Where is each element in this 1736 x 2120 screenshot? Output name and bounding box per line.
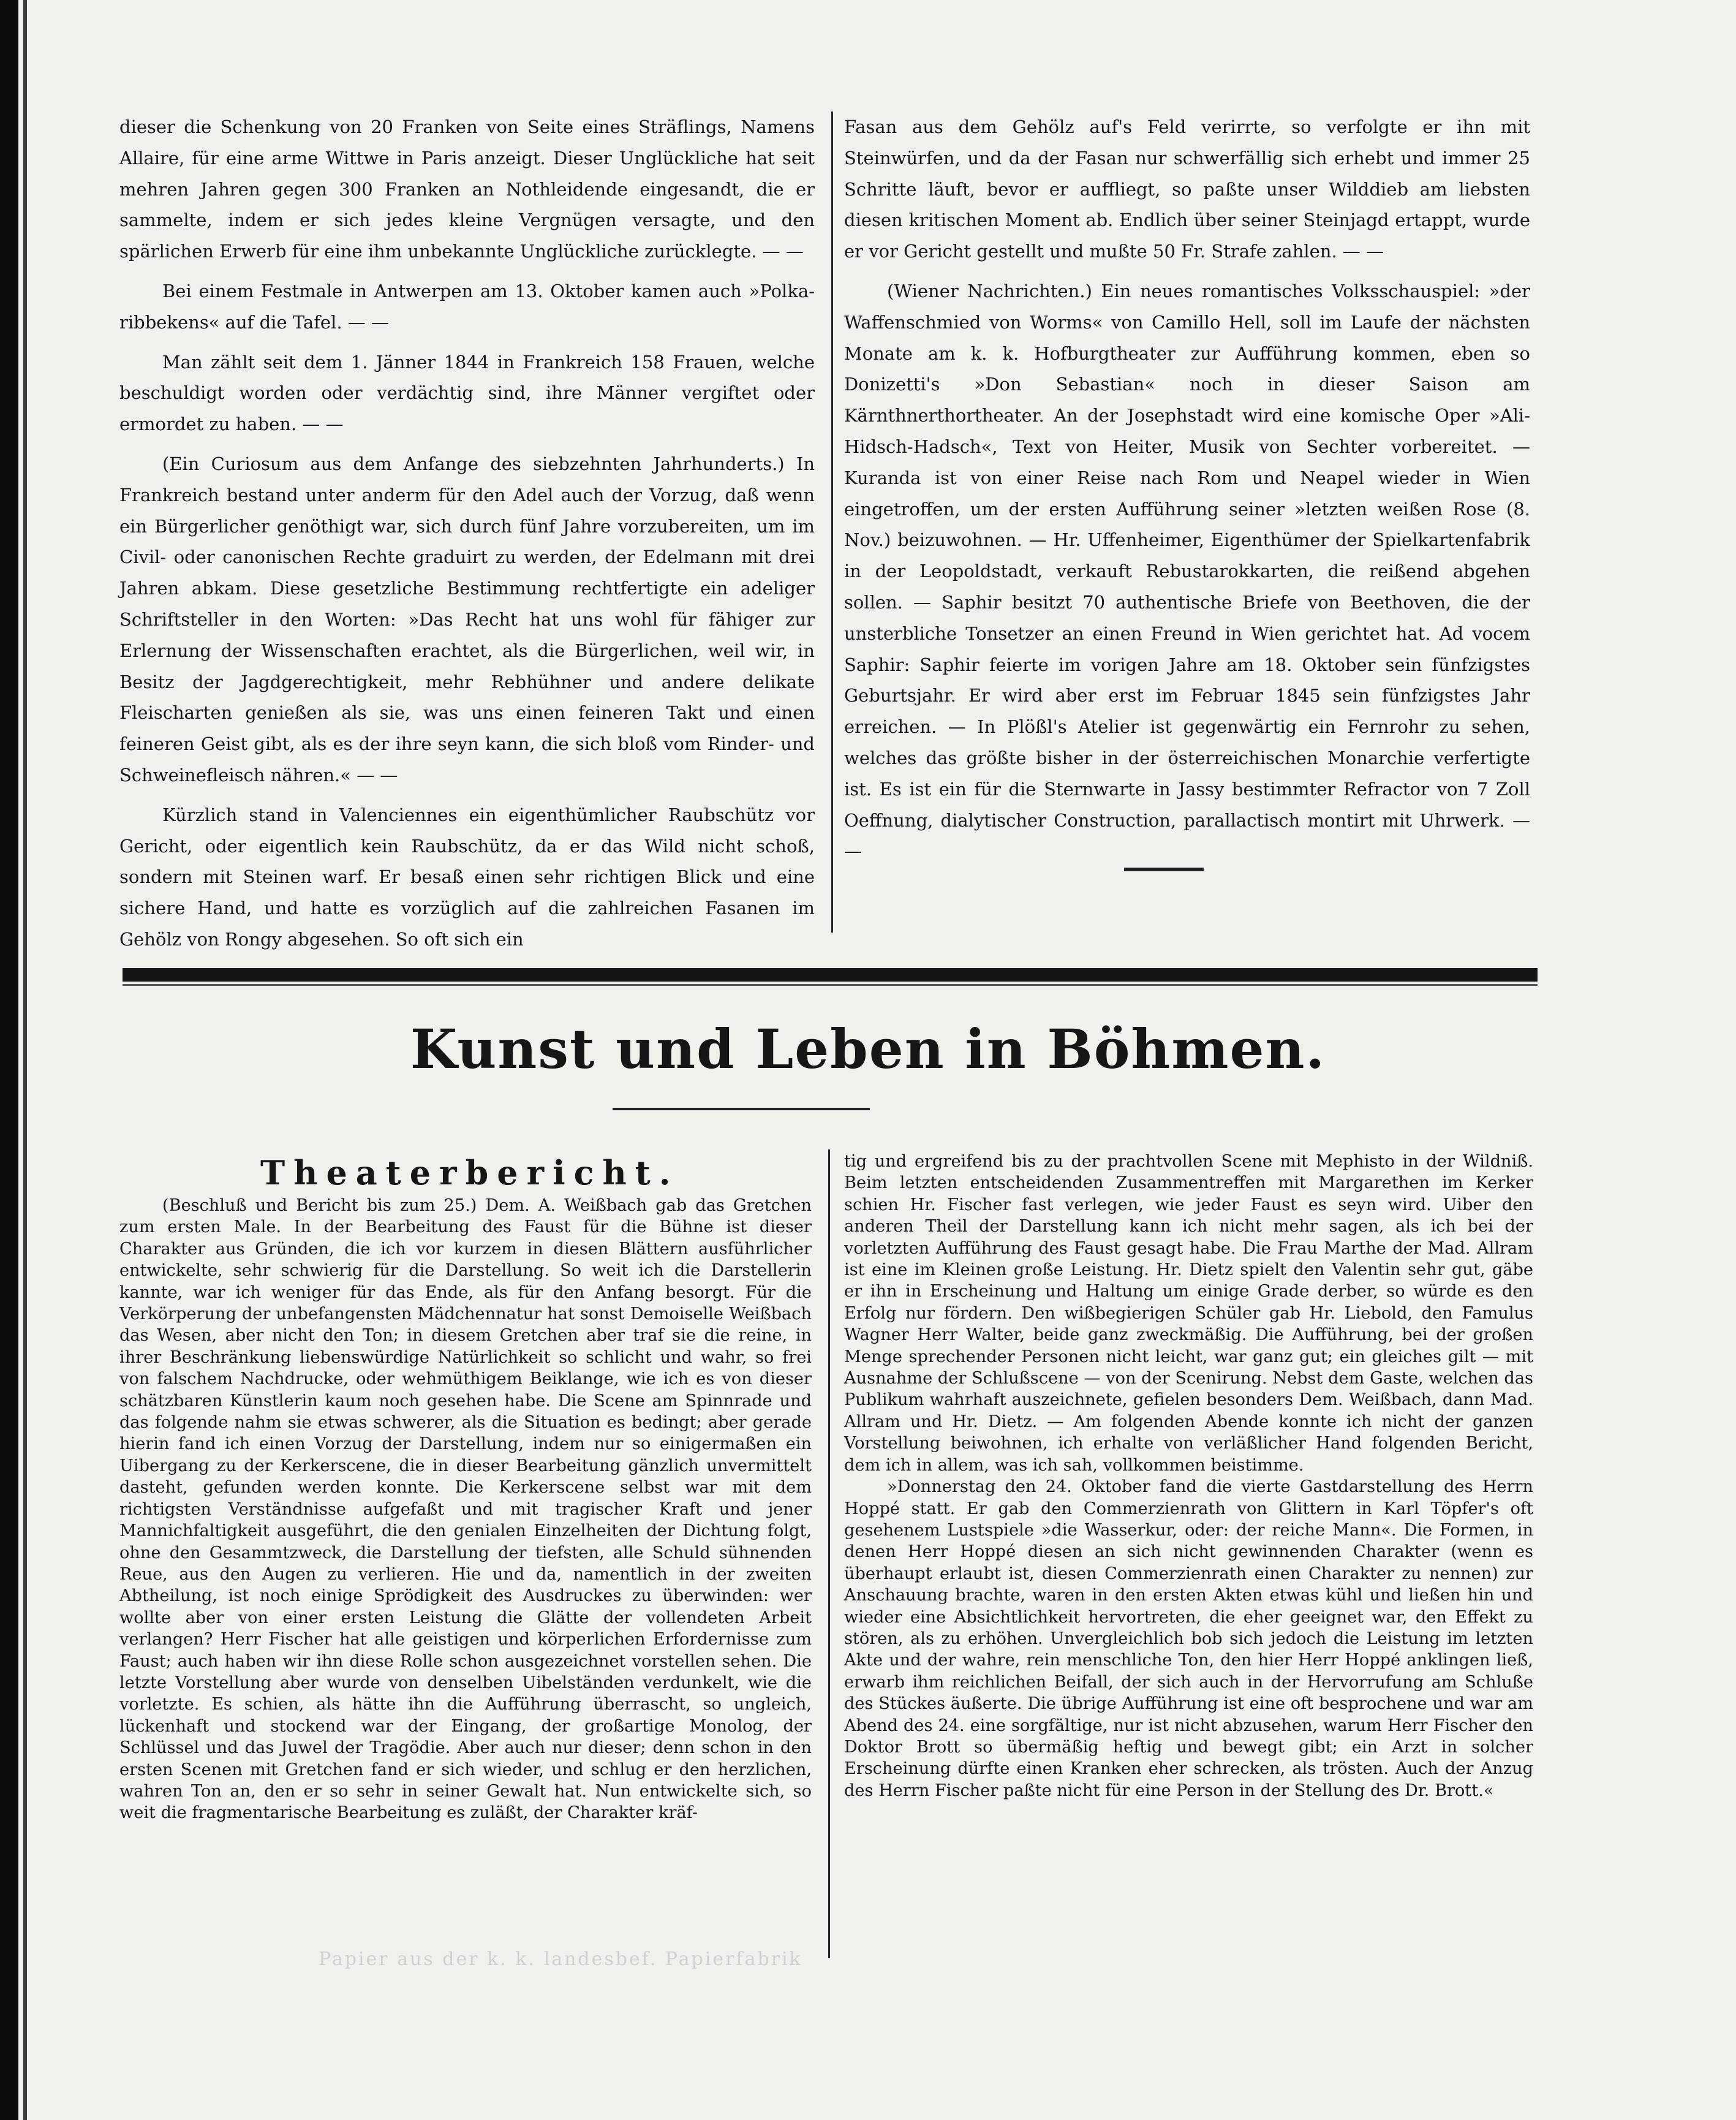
paragraph: (Ein Curiosum aus dem Anfange des siebzehnten Jahrhunderts.) In Frankreich bestand unter anderm für den Adel auch der Vorzug, daß wenn ein Bürgerlicher genöthigt war, sich durch fünf Jahre vorzubereiten, um im Civil- oder canonischen Rechte graduirt zu werden, der Edelmann mit drei Jahren abkam. Diese gesetzliche Bestimmung rechtfertigte ein adeliger Schriftsteller in den Worten: »Das Recht hat uns wohl für fähiger zur Erlernung der Wissenschaften erachtet, als die Bürgerlichen, weil wir, in Besitz der Jagdgerechtigkeit, mehr Rebhühner und andere delikate Fleischarten genießen als sie, was uns einen feineren Takt und einen feineren Geist gibt, als es der ihre seyn kann, die sich bloß vom Rinder- und Schweinefleisch nähren.« — —: [119, 453, 815, 786]
section-divider-thin: [123, 984, 1538, 986]
paragraph: Bei einem Festmale in Antwerpen am 13. Oktober kamen auch »Polka-ribbekens« auf die Tafel. — —: [119, 280, 815, 333]
show-through-text: Papier aus der k. k. landesbef. Papierfabrik: [319, 1948, 802, 1970]
column-divider: [831, 112, 833, 933]
news-column-right: [844, 112, 1530, 865]
article-heading: Theaterbericht.: [260, 1153, 679, 1192]
paragraph: »Donnerstag den 24. Oktober fand die vierte Gastdarstellung des Herrn Hoppé statt. Er gab den Commerzienrath von Glittern in Karl Töpfer's oft gesehenem Lustspiele »die Wasserkur, oder: der reiche Mann«. Die Formen, in denen Herr Hoppé diesen an sich nicht gewinnenden Charakter (wenn es überhaupt erlaubt ist, diesen Commerzienrath einen Charakter zu nennen) zur Anschauung brachte, waren in den ersten Akten etwas kühl und ließen hin und wieder eine Absichtlichkeit hervortreten, die eher geeignet war, den Effekt zu stören, als zu erhöhen. Unvergleichlich bob sich jedoch die Leistung im letzten Akte und der wahre, rein menschliche Ton, den hier Herr Hoppé anklingen ließ, erwarb ihm reichlichen Beifall, der sich auch in der Hervorrufung am Schluße des Stückes äußerte. Die übrige Aufführung ist eine oft besprochene und war am Abend des 24. eine sorgfältige, nur ist nicht abzusehen, warum Herr Fischer den Doktor Brott so übermäßig heftig und bewegt gibt; ein Arzt in solcher Erscheinung dürfte einen Kranken eher schrecken, als trösten. Auch der Anzug des Herrn Fischer paßte nicht für eine Person in der Stellung des Dr. Brott.«: [844, 1477, 1533, 1800]
title-underline: [613, 1108, 870, 1110]
end-mark: [1124, 868, 1204, 871]
paragraph: tig und ergreifend bis zu der prachtvollen Scene mit Mephisto in der Wildniß. Beim letzten entscheidenden Zusammentreffen mit Margarethen im Kerker schien Hr. Fischer fast verlegen, wie jeder Faust es seyn wird. Uiber den anderen Theil der Darstellung kann ich nicht mehr sagen, als ich bei der vorletzten Aufführung des Faust gesagt habe. Die Frau Marthe der Mad. Allram ist eine im Kleinen große Leistung. Hr. Dietz spielt den Valentin sehr gut, gäbe er ihn in Erscheinung und Haltung um einige Grade derber, so würde es den Erfolg nur fördern. Den wißbegierigen Schüler gab Hr. Liebold, den Famulus Wagner Herr Walter, beide ganz zweckmäßig. Die Aufführung, bei der großen Menge sprechender Personen nicht leicht, war ganz gut; ein gleiches gilt — mit Ausnahme der Schlußscene — von der Scenirung. Nebst dem Gaste, welchen das Publikum wahrhaft auszeichnete, gefielen besonders Dem. Weißbach, dann Mad. Allram und Hr. Dietz. — Am folgenden Abende konnte ich nicht der ganzen Vorstellung beiwohnen, ich erhalte von verläßlicher Hand folgenden Bericht, dem ich in allem, was ich sah, vollkommen beistimme.: [844, 1152, 1533, 1475]
paragraph: Kürzlich stand in Valenciennes ein eigenthümlicher Raubschütz vor Gericht, oder eigentlich kein Raubschütz, da er das Wild nicht schoß, sondern mit Steinen warf. Er besaß einen sehr richtigen Blick und eine sichere Hand, und hatte es vorzüglich auf die zahlreichen Fasanen im Gehölz von Rongy abgesehen. So oft sich ein: [119, 804, 815, 950]
news-column-left: [119, 112, 815, 950]
column-divider: [828, 1149, 830, 1958]
theater-column-left: [119, 1195, 812, 1973]
section-divider: [123, 968, 1538, 982]
paragraph: dieser die Schenkung von 20 Franken von Seite eines Sträflings, Namens Allaire, für eine arme Wittwe in Paris anzeigt. Dieser Unglückliche hat seit mehren Jahren gegen 300 Franken an Nothleidende eingesandt, die er sammelte, indem er sich jedes kleine Vergnügen versagte, und den spärlichen Erwerb für eine ihm unbekannte Unglückliche zurücklegte. — —: [119, 116, 815, 262]
paragraph: Man zählt seit dem 1. Jänner 1844 in Frankreich 158 Frauen, welche beschuldigt worden oder verdächtig sind, ihre Männer vergiftet oder ermordet zu haben. — —: [119, 351, 815, 435]
section-title: Kunst und Leben in Böhmen.: [410, 1017, 1326, 1081]
paragraph: Fasan aus dem Gehölz auf's Feld verirrte, so verfolgte er ihn mit Steinwürfen, und da der Fasan nur schwerfällig sich erhebt und immer 25 Schritte läuft, bevor er auffliegt, so paßte unser Wilddieb am liebsten diesen kritischen Moment ab. Endlich über seiner Steinjagd ertappt, wurde er vor Gericht gestellt und mußte 50 Fr. Strafe zahlen. — —: [844, 116, 1530, 262]
paragraph: (Wiener Nachrichten.) Ein neues romantisches Volksschauspiel: »der Waffenschmied von Worms« von Camillo Hell, soll im Laufe der nächsten Monate am k. k. Hofburgtheater zur Aufführung kommen, eben so Donizetti's »Don Sebastian« noch in dieser Saison am Kärnthnerthortheater. An der Josephstadt wird eine komische Oper »Ali-Hidsch-Hadsch«, Text von Heiter, Musik von Sechter vorbereitet. — Kuranda ist von einer Reise nach Rom und Neapel wieder in Wien eingetroffen, um der ersten Aufführung seiner »letzten weißen Rose (8. Nov.) beizuwohnen. — Hr. Uffenheimer, Eigenthümer der Spielkartenfabrik in der Leopoldstadt, verkauft Rebustarokkarten, die reißend abgehen sollen. — Saphir besitzt 70 authentische Briefe von Beethoven, die der unsterbliche Tonsetzer an einen Freund in Wien gerichtet hat. Ad vocem Saphir: Saphir feierte im vorigen Jahre am 18. Oktober sein fünfzigstes Geburtsjahr. Er wird aber erst im Februar 1845 sein fünfzigstes Jahr erreichen. — In Plößl's Atelier ist gegenwärtig ein Fernrohr zu sehen, welches das größte bisher in der österreichischen Monarchie verfertigte ist. Es ist ein für die Sternwarte in Jassy bestimmter Refractor von 7 Zoll Oeffnung, dialytischer Construction, parallactisch montirt mit Uhrwerk. — —: [844, 280, 1530, 862]
paragraph: (Beschluß und Bericht bis zum 25.) Dem. A. Weißbach gab das Gretchen zum ersten Male. In der Bearbeitung des Faust für die Bühne ist dieser Charakter aus Gründen, die ich vor kurzem in diesen Blättern ausführlicher entwickelte, sehr schwierig für die Darstellung. So weit ich die Darstellerin kannte, war ich weniger für das Ende, als für den Anfang besorgt. Für die Verkörperung der unbefangensten Mädchennatur hat sonst Demoiselle Weißbach das Wesen, aber nicht den Ton; in diesem Gretchen aber traf sie die reine, in ihrer Beschränkung liebenswürdige Natürlichkeit so schlicht und wahr, so frei von falschem Nachdrucke, oder wehmüthigem Beiklange, wie ich es von dieser schätzbaren Künstlerin kaum noch gesehen habe. Die Scene am Spinnrade und das folgende nahm sie etwas schwerer, als die Situation es bedingt; aber gerade hierin fand ich einen Vorzug der Darstellung, indem nur so einigermaßen ein Uibergang zu der Kerkerscene, die in dieser Bearbeitung gänzlich unvermittelt dasteht, gefunden werden konnte. Die Kerkerscene selbst war mit dem richtigsten Verständnisse aufgefaßt und mit tragischer Kraft und jener Mannichfaltigkeit ausgeführt, die den genialen Einzelheiten der Dichtung folgt, ohne den Gesammtzweck, die Darstellung der tiefsten, alle Schuld sühnenden Reue, aus den Augen zu verlieren. Hie und da, namentlich in der zweiten Abtheilung, ist noch einige Sprödigkeit des Ausdruckes zu überwinden: wer wollte aber von einer ersten Leistung die Glätte der vollendeten Arbeit verlangen? Herr Fischer hat alle geistigen und körperlichen Erfordernisse zum Faust; auch haben wir ihn diese Rolle schon ausgezeichnet vorstellen sehen. Die letzte Vorstellung aber wurde von denselben Uibelständen verdunkelt, wie die vorletzte. Es schien, als hätte ihn die Aufführung überrascht, so ungleich, lückenhaft und stockend war der Eingang, der großartige Monolog, der Schlüssel und das Juwel der Tragödie. Aber auch nur dieser; denn schon in den ersten Scenen mit Gretchen fand er sich wieder, und schlug er den herzlichen, wahren Ton an, den er so sehr in seiner Gewalt hat. Nun entwickelte sich, so weit die fragmentarische Bearbeitung es zuläßt, der Charakter kräf-: [119, 1196, 812, 1823]
theater-column-right: [844, 1151, 1533, 1947]
